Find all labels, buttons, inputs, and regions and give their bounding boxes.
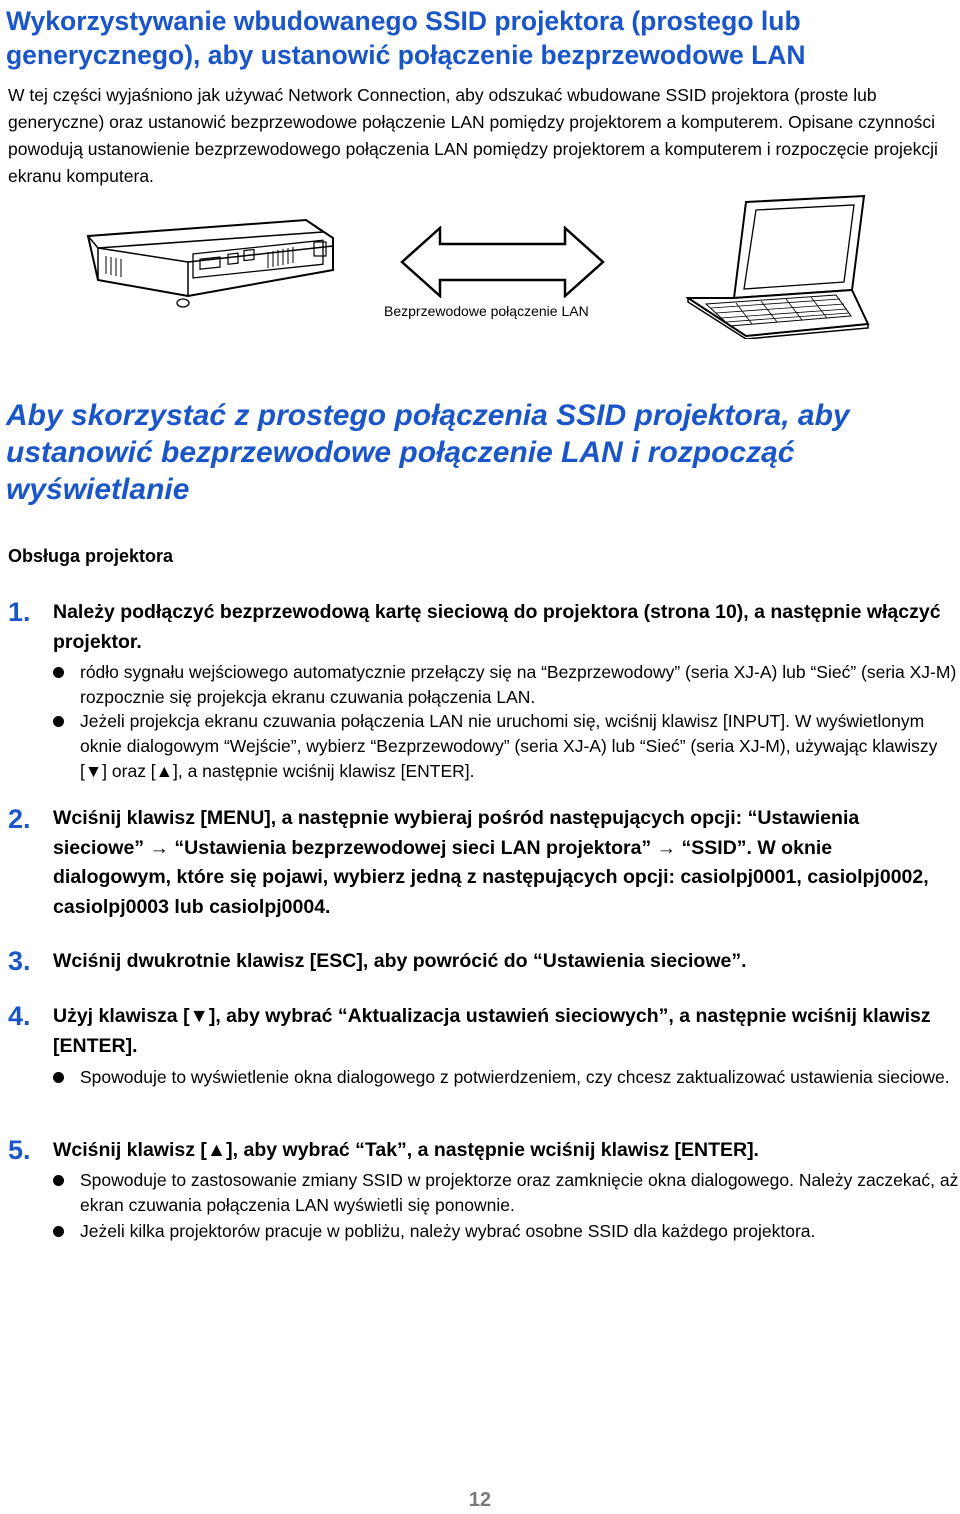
page-number: 12: [468, 1489, 492, 1511]
page-title: Wykorzystywanie wbudowanego SSID projektora (prostego lub generycznego), aby ustanowić połączenie bezprzewodowe LAN: [6, 6, 806, 70]
step-number: 1.: [8, 597, 31, 627]
step-text: Wciśnij dwukrotnie klawisz [ESC], aby powrócić do “Ustawienia sieciowe”.: [53, 950, 747, 972]
list-item: [53, 1168, 959, 1218]
diagram-caption: Bezprzewodowe połączenie LAN: [384, 303, 589, 319]
section-heading: Aby skorzystać z prostego połączenia SSID projektora, aby ustanowić bezprzewodowe połączenie LAN i rozpocząć wyświetlanie: [6, 399, 850, 506]
arrow-icon: →: [656, 836, 677, 859]
step-number: 4.: [8, 1001, 31, 1031]
bullet-text: ródło sygnału wejściowego automatycznie przełączy się na “Bezprzewodowy” (seria XJ-A) lub “Sieć” (seria XJ-M) rozpocznie się projekcja ekranu czuwania połączenia LAN.: [80, 662, 957, 707]
double-arrow-icon: [400, 226, 605, 298]
bullet-icon: [53, 667, 64, 678]
list-item: [53, 709, 953, 784]
step-text: Należy podłączyć bezprzewodową kartę sieciową do projektora (strona 10), a następnie włączyć projektor.: [53, 601, 941, 653]
step-5: [8, 1135, 953, 1167]
step-text: [53, 804, 953, 922]
bullet-icon: [53, 1175, 64, 1186]
step-text: Użyj klawisza [▼], aby wybrać “Aktualizacja ustawień sieciowych”, a następnie wciśnij klawisz [ENTER].: [53, 1005, 931, 1057]
step-text-part: “SSID”. W oknie dialogowym, które się pojawi, wybierz jedną z następujących opcji: casiolpj0001, casiolpj0002, casiolpj0003 lub casiolpj0004.: [53, 836, 929, 918]
step-3: [8, 946, 953, 978]
step-number: 5.: [8, 1135, 31, 1165]
bullet-text: Jeżeli kilka projektorów pracuje w pobliżu, należy wybrać osobne SSID dla każdego projektora.: [80, 1221, 816, 1241]
step-text-part: “Ustawienia bezprzewodowej sieci LAN projektora”: [168, 836, 657, 859]
list-item: [53, 660, 957, 710]
bullet-icon: [53, 716, 64, 727]
step-number: 2.: [8, 804, 31, 834]
step-text: Wciśnij klawisz [▲], aby wybrać “Tak”, a następnie wciśnij klawisz [ENTER].: [53, 1139, 759, 1161]
bullet-text: Jeżeli projekcja ekranu czuwania połączenia LAN nie uruchomi się, wciśnij klawisz [INPUT]. W wyświetlonym oknie dialogowym “Wejście”, wybierz “Bezprzewodowy” (seria XJ-A) lub “Sieć” (seria XJ-M), używając klawiszy [▼] oraz [▲], a następnie wciśnij klawisz [ENTER].: [80, 711, 938, 781]
laptop-illustration: [686, 194, 871, 339]
step-1: [8, 597, 953, 659]
step-2: [8, 804, 953, 924]
step-number: 3.: [8, 946, 31, 976]
bullet-icon: [53, 1226, 64, 1237]
bullet-text: Spowoduje to wyświetlenie okna dialogowego z potwierdzeniem, czy chcesz zaktualizować ustawienia sieciowe.: [80, 1067, 950, 1087]
arrow-icon: →: [149, 836, 169, 859]
bullet-text: Spowoduje to zastosowanie zmiany SSID w projektorze oraz zamknięcie okna dialogowego. Należy zaczekać, aż ekran czuwania połączenia LAN wyświetli się ponownie.: [80, 1170, 959, 1215]
step-4: [8, 1001, 953, 1063]
operation-label: Obsługa projektora: [8, 546, 174, 566]
list-item: [53, 1065, 953, 1115]
bullet-icon: [53, 1072, 64, 1083]
intro-paragraph: W tej części wyjaśniono jak używać Network Connection, aby odszukać wbudowane SSID projektora (proste lub generyczne) oraz ustanowić bezprzewodowe połączenie LAN pomiędzy projektorem a komputerem. Opisane czynności powodują ustanowienie bezprzewodowego połączenia LAN pomiędzy projektorem a komputerem i rozpoczęcie projekcji ekranu komputera.: [8, 85, 938, 186]
projector-illustration: [78, 208, 343, 313]
step-text-part: Wciśnij klawisz [MENU], a następnie wybieraj pośród następujących opcji: “Ustawienia sieciowe”: [53, 807, 860, 859]
list-item: [53, 1219, 953, 1245]
